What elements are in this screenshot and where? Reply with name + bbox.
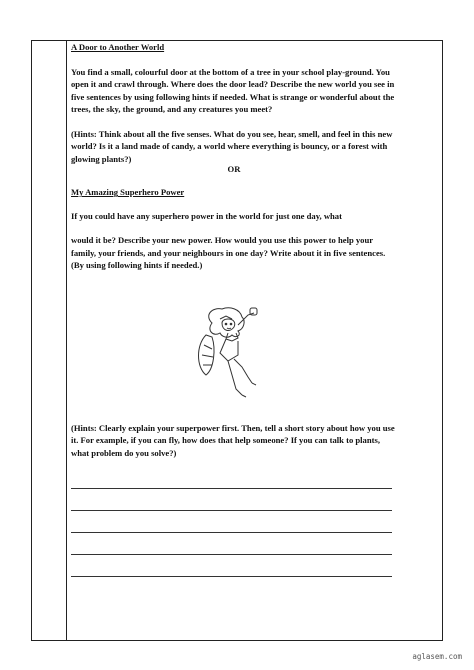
bottom-border-line <box>31 640 443 641</box>
worksheet-content <box>71 42 397 271</box>
answer-line-3[interactable] <box>71 532 392 533</box>
section2-prompt-line1: If you could have any superhero power in the world for just one day, what <box>71 211 342 222</box>
section1-hints: (Hints: Think about all the five senses. What do you see, hear, smell, and feel in this new world? Is it a land made of candy, a world where everything is bouncy, or a forest with glowing plants?) <box>71 129 393 164</box>
section1-title: A Door to Another World <box>71 42 165 52</box>
answer-line-4[interactable] <box>71 554 392 555</box>
answer-line-2[interactable] <box>71 510 392 511</box>
answer-line-1[interactable] <box>71 488 392 489</box>
section1-prompt: You find a small, colourful door at the bottom of a tree in your school play-ground. You open it and crawl through. Where does the door lead? Describe the new world you see in five sentences by using following hints if needed. What is strange or wonderful about the trees, the sky, the ground, and any creatures you meet? <box>71 67 395 114</box>
or-separator: OR <box>227 164 241 175</box>
column-divider-line <box>66 40 67 640</box>
right-border-line <box>442 40 443 640</box>
answer-line-5[interactable] <box>71 576 392 577</box>
section2-prompt: would it be? Describe your new power. How would you use this power to help your family, your friends, and your neighbours in one day? Write about it in five sentences. (By using following hints if needed.) <box>71 235 386 270</box>
watermark: aglasem.com <box>412 652 462 661</box>
superhero-girl-illustration-icon <box>182 305 267 400</box>
section2-hints: (Hints: Clearly explain your superpower first. Then, tell a short story about how you use it. For example, if you can fly, how does that help someone? If you can talk to plants, what problem do you solve?) <box>71 423 395 458</box>
section2-title: My Amazing Superhero Power <box>71 187 185 198</box>
top-border-line <box>31 40 443 41</box>
left-border-line <box>31 40 32 640</box>
